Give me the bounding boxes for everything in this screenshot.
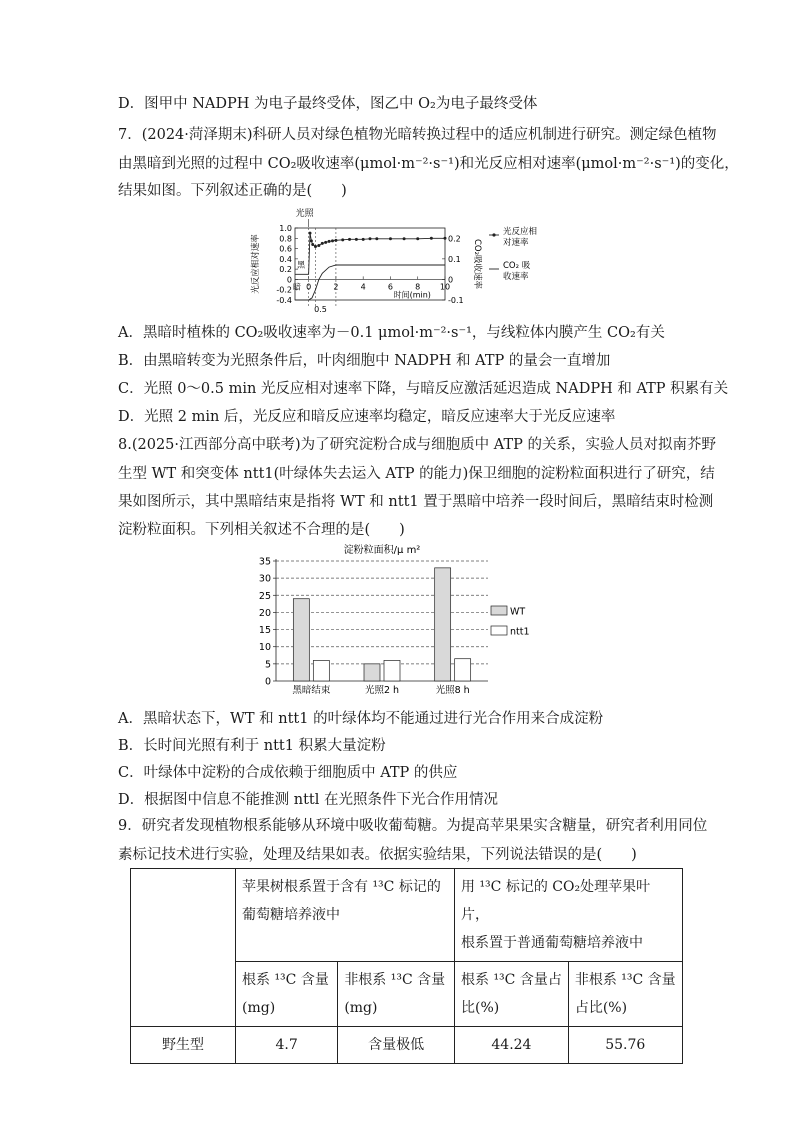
x-tick-label: 8 bbox=[415, 282, 421, 292]
table-corner-cell bbox=[131, 869, 236, 1027]
legend-light-label-2: 对速率 bbox=[503, 238, 529, 248]
dark-annotation: 黑 bbox=[297, 260, 306, 270]
light-reaction-point bbox=[309, 232, 312, 235]
q6-option-d: D．图甲中 NADPH 为电子最终受体，图乙中 O₂为电子最终受体 bbox=[118, 96, 538, 112]
light-reaction-point bbox=[328, 240, 331, 243]
legend-light-marker bbox=[492, 233, 495, 236]
light-reaction-point bbox=[317, 244, 320, 247]
legend-swatch-ntt1 bbox=[491, 626, 507, 635]
group1-header-line-2: 葡萄糖培养液中 bbox=[242, 907, 340, 923]
category-label: 光照8 h bbox=[435, 685, 470, 696]
q8-option-b: B．长时间光照有利于 ntt1 积累大量淀粉 bbox=[118, 738, 386, 754]
y-tick-label: 35 bbox=[258, 556, 271, 568]
chart-title: 淀粉粒面积/μ m² bbox=[343, 545, 421, 556]
left-tick-label: 0.4 bbox=[279, 254, 292, 264]
left-tick-label: 0.6 bbox=[279, 244, 292, 254]
x-tick-label: 0 bbox=[306, 282, 312, 292]
light-reaction-point bbox=[444, 237, 447, 240]
x-axis-label: 时间(min) bbox=[393, 290, 431, 300]
col3-header-line-2: 比(%) bbox=[461, 1000, 500, 1016]
bar-wt-0 bbox=[293, 599, 309, 681]
col2-header-line-2: (mg) bbox=[344, 1000, 378, 1016]
isotope-results-table bbox=[130, 868, 683, 1064]
light-reaction-point bbox=[416, 237, 419, 240]
bar-wt-1 bbox=[364, 664, 380, 681]
light-reaction-point bbox=[403, 237, 406, 240]
light-reaction-point bbox=[324, 241, 327, 244]
q7-stem-line-1: 7．(2024·菏泽期末)科研人员对绿色植物光暗转换过程中的适应机制进行研究。测定绿色植物 bbox=[118, 127, 717, 143]
group2-header bbox=[455, 869, 683, 962]
right-axis-label: CO₂吸收速率 bbox=[472, 238, 482, 290]
group2-header-line-2: 根系置于普通葡萄糖培养液中 bbox=[461, 935, 643, 951]
x-tick-label: 6 bbox=[387, 282, 394, 292]
table-cell: 含量极低 bbox=[338, 1027, 455, 1064]
q7-option-a: A．黑暗时植株的 CO₂吸收速率为－0.1 μmol·m⁻²·s⁻¹，与线粒体内膜产生 CO₂有关 bbox=[118, 325, 665, 341]
q7-stem-line-2: 由黑暗到光照的过程中 CO₂吸收速率(μmol·m⁻²·s⁻¹)和光反应相对速率(μmol·m⁻²·s⁻¹)的变化， bbox=[118, 156, 739, 172]
y-tick-label: 10 bbox=[258, 642, 271, 654]
q9-stem-line-2: 素标记技术进行实验，处理及结果如表。依据实验结果，下列说法错误的是( ) bbox=[118, 847, 637, 863]
bar-wt-2 bbox=[435, 568, 451, 681]
light-response-line-chart bbox=[245, 202, 565, 314]
left-axis-label: 光反应相对速率 bbox=[251, 234, 261, 294]
table-cell: 55.76 bbox=[568, 1027, 682, 1064]
q8-option-c: C．叶绿体中淀粉的合成依赖于细胞质中 ATP 的供应 bbox=[118, 765, 458, 781]
y-tick-label: 5 bbox=[264, 659, 271, 671]
x-tick-label: 2 bbox=[333, 282, 339, 292]
q7-option-d: D．光照 2 min 后，光反应和暗反应速率均稳定，暗反应速率大于光反应速率 bbox=[118, 409, 616, 425]
group2-header-line-1: 用 ¹³C 标记的 CO₂处理苹果叶片， bbox=[461, 879, 651, 923]
category-label: 黑暗结束 bbox=[292, 685, 331, 696]
left-tick-label: -0.4 bbox=[276, 296, 292, 305]
q9-stem-line-1: 9．研究者发现植物根系能够从环境中吸收葡萄糖。为提高苹果果实含糖量，研究者利用同位 bbox=[118, 818, 708, 834]
legend-co2-label-2: 收速率 bbox=[503, 272, 529, 282]
bar-ntt1-0 bbox=[313, 660, 329, 681]
col3-header bbox=[455, 962, 569, 1027]
group1-header bbox=[236, 869, 455, 962]
q7-option-b: B．由黑暗转变为光照条件后，叶肉细胞中 NADPH 和 ATP 的量会一直增加 bbox=[118, 353, 611, 369]
light-on-annotation: 光照 bbox=[295, 209, 314, 219]
light-reaction-point bbox=[311, 243, 314, 246]
q7-option-c: C．光照 0～0.5 min 光反应相对速率下降，与暗反应激活延迟造成 NADPH 和 ATP 积累有关 bbox=[118, 381, 729, 397]
legend-label-wt: WT bbox=[510, 606, 526, 618]
col3-header-line-1: 根系 ¹³C 含量占 bbox=[461, 972, 562, 988]
col1-header-line-2: (mg) bbox=[242, 1000, 276, 1016]
left-tick-label: 0.2 bbox=[279, 265, 292, 275]
light-reaction-point bbox=[389, 237, 392, 240]
y-tick-label: 30 bbox=[258, 573, 271, 585]
left-tick-label: 1.0 bbox=[279, 224, 292, 233]
right-tick-label: 0.2 bbox=[448, 234, 461, 244]
light-reaction-point bbox=[369, 237, 372, 240]
category-label: 光照2 h bbox=[364, 685, 400, 696]
right-tick-label: -0.1 bbox=[448, 296, 464, 305]
light-reaction-point bbox=[331, 239, 334, 242]
col4-header bbox=[568, 962, 682, 1027]
q7-stem-line-3: 结果如图。下列叙述正确的是( ) bbox=[118, 183, 347, 199]
q8-option-a: A．黑暗状态下，WT 和 ntt1 的叶绿体均不能通过进行光合作用来合成淀粉 bbox=[118, 711, 604, 727]
light-reaction-point bbox=[362, 238, 365, 241]
light-reaction-point bbox=[310, 239, 313, 242]
legend-swatch-wt bbox=[491, 606, 507, 615]
starch-area-bar-chart bbox=[250, 542, 550, 698]
q8-stem-line-3: 果如图所示，其中黑暗结束是指将 WT 和 ntt1 置于黑暗中培养一段时间后，黑暗结束时检测 bbox=[118, 494, 714, 510]
y-tick-label: 25 bbox=[258, 590, 271, 602]
x-tick-label: 10 bbox=[439, 282, 451, 292]
bar-ntt1-1 bbox=[384, 660, 400, 681]
q8-option-d: D．根据图中信息不能推测 nttl 在光照条件下光合作用情况 bbox=[118, 792, 498, 808]
col1-header bbox=[236, 962, 338, 1027]
light-reaction-point bbox=[321, 242, 324, 245]
right-tick-label: 0 bbox=[448, 275, 454, 285]
col4-header-line-2: 占比(%) bbox=[574, 1000, 628, 1016]
legend-light-label-1: 光反应相 bbox=[503, 227, 538, 237]
left-tick-label: 0 bbox=[286, 275, 292, 285]
right-tick-label: 0.1 bbox=[448, 254, 461, 264]
legend-label-ntt1: ntt1 bbox=[510, 626, 530, 638]
left-tick-label: 0.8 bbox=[279, 234, 292, 244]
dark-annotation-2: 暗 bbox=[293, 282, 302, 292]
left-tick-label: -0.2 bbox=[276, 285, 292, 295]
row-label: 野生型 bbox=[131, 1027, 236, 1064]
q8-stem-line-2: 生型 WT 和突变体 ntt1(叶绿体失去运入 ATP 的能力)保卫细胞的淀粉粒面积进行了研究，结 bbox=[118, 466, 715, 482]
y-tick-label: 0 bbox=[264, 676, 271, 688]
light-reaction-point bbox=[341, 238, 344, 241]
col4-header-line-1: 非根系 ¹³C 含量 bbox=[574, 972, 676, 988]
light-reaction-point bbox=[375, 237, 378, 240]
y-tick-label: 20 bbox=[258, 607, 271, 619]
light-reaction-point bbox=[355, 238, 358, 241]
y-tick-label: 15 bbox=[258, 625, 271, 637]
col2-header-line-1: 非根系 ¹³C 含量 bbox=[344, 972, 446, 988]
q8-stem-line-4: 淀粉粒面积。下列相关叙述不合理的是( ) bbox=[118, 522, 405, 538]
col1-header-line-1: 根系 ¹³C 含量 bbox=[242, 972, 329, 988]
half-minute-label: 0.5 bbox=[314, 305, 327, 314]
col2-header bbox=[338, 962, 455, 1027]
bar-ntt1-2 bbox=[455, 659, 471, 681]
legend-co2-label-1: CO₂ 吸 bbox=[503, 261, 531, 271]
light-reaction-point bbox=[430, 237, 433, 240]
q8-stem-line-1: 8.(2025·江西部分高中联考)为了研究淀粉合成与细胞质中 ATP 的关系，实验人员对拟南芥野 bbox=[118, 437, 716, 453]
x-tick-label: 4 bbox=[360, 282, 366, 292]
table-row bbox=[131, 1027, 683, 1064]
table-cell: 4.7 bbox=[236, 1027, 338, 1064]
table-cell: 44.24 bbox=[455, 1027, 569, 1064]
group1-header-line-1: 苹果树根系置于含有 ¹³C 标记的 bbox=[242, 879, 441, 895]
light-reaction-point bbox=[348, 238, 351, 241]
light-reaction-point bbox=[314, 245, 317, 248]
light-reaction-point bbox=[334, 239, 337, 242]
